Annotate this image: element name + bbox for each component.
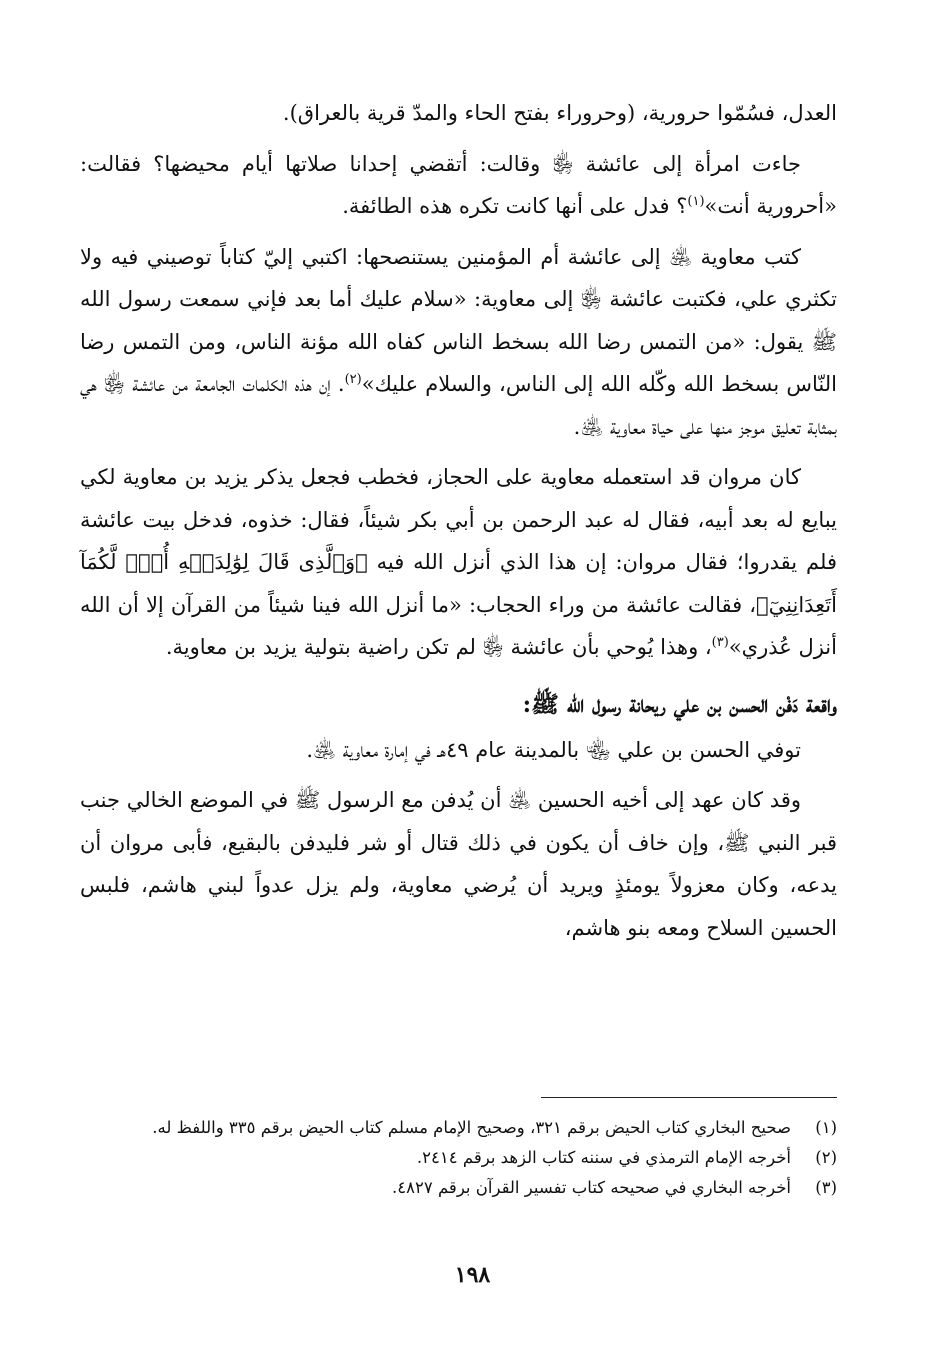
paragraph-5-text: توفي الحسن بن علي ﵄ بالمدينة عام ٤٩هـ في إمارة معاوية ﵁. [306, 737, 801, 762]
footnote-number: (٢) [815, 1148, 837, 1167]
paragraph-2 [80, 143, 837, 228]
paragraph-3-text: كتب معاوية ﵁ إلى عائشة أم المؤمنين يستنصحها: اكتبي إليّ كتاباً توصيني فيه ولا تكثري علي، فكتبت عائشة ﵂ إلى معاوية: «سلام عليك أما بعد فإني سمعت رسول الله ﷺ يقول: «من التمس رضا الله بسخط الناس كفاه الله مؤنة الناس، ومن التمس رضا النّاس بسخط الله وكّله الله إلى الناس، والسلام عليك» [80, 244, 837, 396]
paragraph-1-text: العدل، فسُمّوا حرورية، (وحروراء بفتح الحاء والمدّ قرية بالعراق). [282, 101, 837, 125]
page-number: ١٩٨ [454, 1262, 491, 1288]
paragraph-3-tail: . إن هذه الكلمات الجامعة من عائشة ﵂ هي بمثابة تعليق موجز منها على حياة معاوية ﵁. [80, 372, 837, 439]
paragraph-5 [80, 729, 837, 772]
footnote-2 [96, 1143, 837, 1173]
footnote-3 [96, 1173, 837, 1203]
section-heading: واقعة دَفْن الحسن بن علي ريحانة رسول الله ﷺ: [522, 690, 837, 718]
footnote-text: أخرجه الإمام الترمذي في سننه كتاب الزهد برقم ٢٤١٤. [416, 1148, 791, 1167]
footnote-ref-1[interactable]: (١) [687, 194, 705, 209]
footnote-number: (١) [815, 1118, 837, 1137]
footnote-divider [541, 1097, 837, 1098]
paragraph-1 [80, 92, 837, 135]
paragraph-4-text: كان مروان قد استعمله معاوية على الحجاز، فخطب فجعل يذكر يزيد بن معاوية لكي يبايع له بعد أبيه، فقال له عبد الرحمن بن أبي بكر شيئاً، فقال: خذوه، فدخل بيت عائشة فلم يقدروا؛ فقال مروان: إن هذا الذي أنزل الله فيه ﴿وَٱلَّذِى قَالَ لِوَٰلِدَيۡهِ أُفّٖ لَّكُمَآ أَتَعِدَانِنِيٓ﴾، فقالت عائشة من وراء الحجاب: «ما أنزل الله فينا شيئاً من القرآن إلا أن الله أنزل عُذري» [80, 465, 837, 659]
footnote-ref-3[interactable]: (٣) [711, 635, 729, 650]
main-text [80, 92, 837, 949]
footnote-text: أخرجه البخاري في صحيحه كتاب تفسير القرآن برقم ٤٨٢٧. [392, 1178, 791, 1197]
footnote-text: صحيح البخاري كتاب الحيض برقم ٣٢١، وصحيح الإمام مسلم كتاب الحيض برقم ٣٣٥ واللفظ له. [152, 1118, 791, 1137]
footnote-1 [96, 1113, 837, 1143]
footnotes [96, 1113, 837, 1203]
paragraph-2-tail: ؟ فدل على أنها كانت تكره هذه الطائفة. [342, 194, 688, 218]
paragraph-4-tail: ، وهذا يُوحي بأن عائشة ﵂ لم تكن راضية بتولية يزيد بن معاوية. [165, 635, 712, 659]
paragraph-6 [80, 779, 837, 949]
paragraph-6-text: وقد كان عهد إلى أخيه الحسين ﵁ أن يُدفن مع الرسول ﷺ في الموضع الخالي جنب قبر النبي ﷺ، وإن خاف أن يكون في ذلك قتال أو شر فليدفن بالبقيع، فأبى مروان أن يدعه، وكان معزولاً يومئذٍ ويريد أن يُرضي معاوية، ولم يزل عدواً لبني هاشم، فلبس الحسين السلاح ومعه بنو هاشم، [80, 788, 837, 940]
footnote-number: (٣) [815, 1178, 837, 1197]
paragraph-2-text: جاءت امرأة إلى عائشة ﵂ وقالت: أتقضي إحدانا صلاتها أيام محيضها؟ فقالت: «أحرورية أنت» [80, 151, 837, 218]
paragraph-4 [80, 456, 837, 669]
paragraph-3 [80, 236, 837, 449]
footnote-ref-2[interactable]: (٢) [344, 372, 362, 387]
